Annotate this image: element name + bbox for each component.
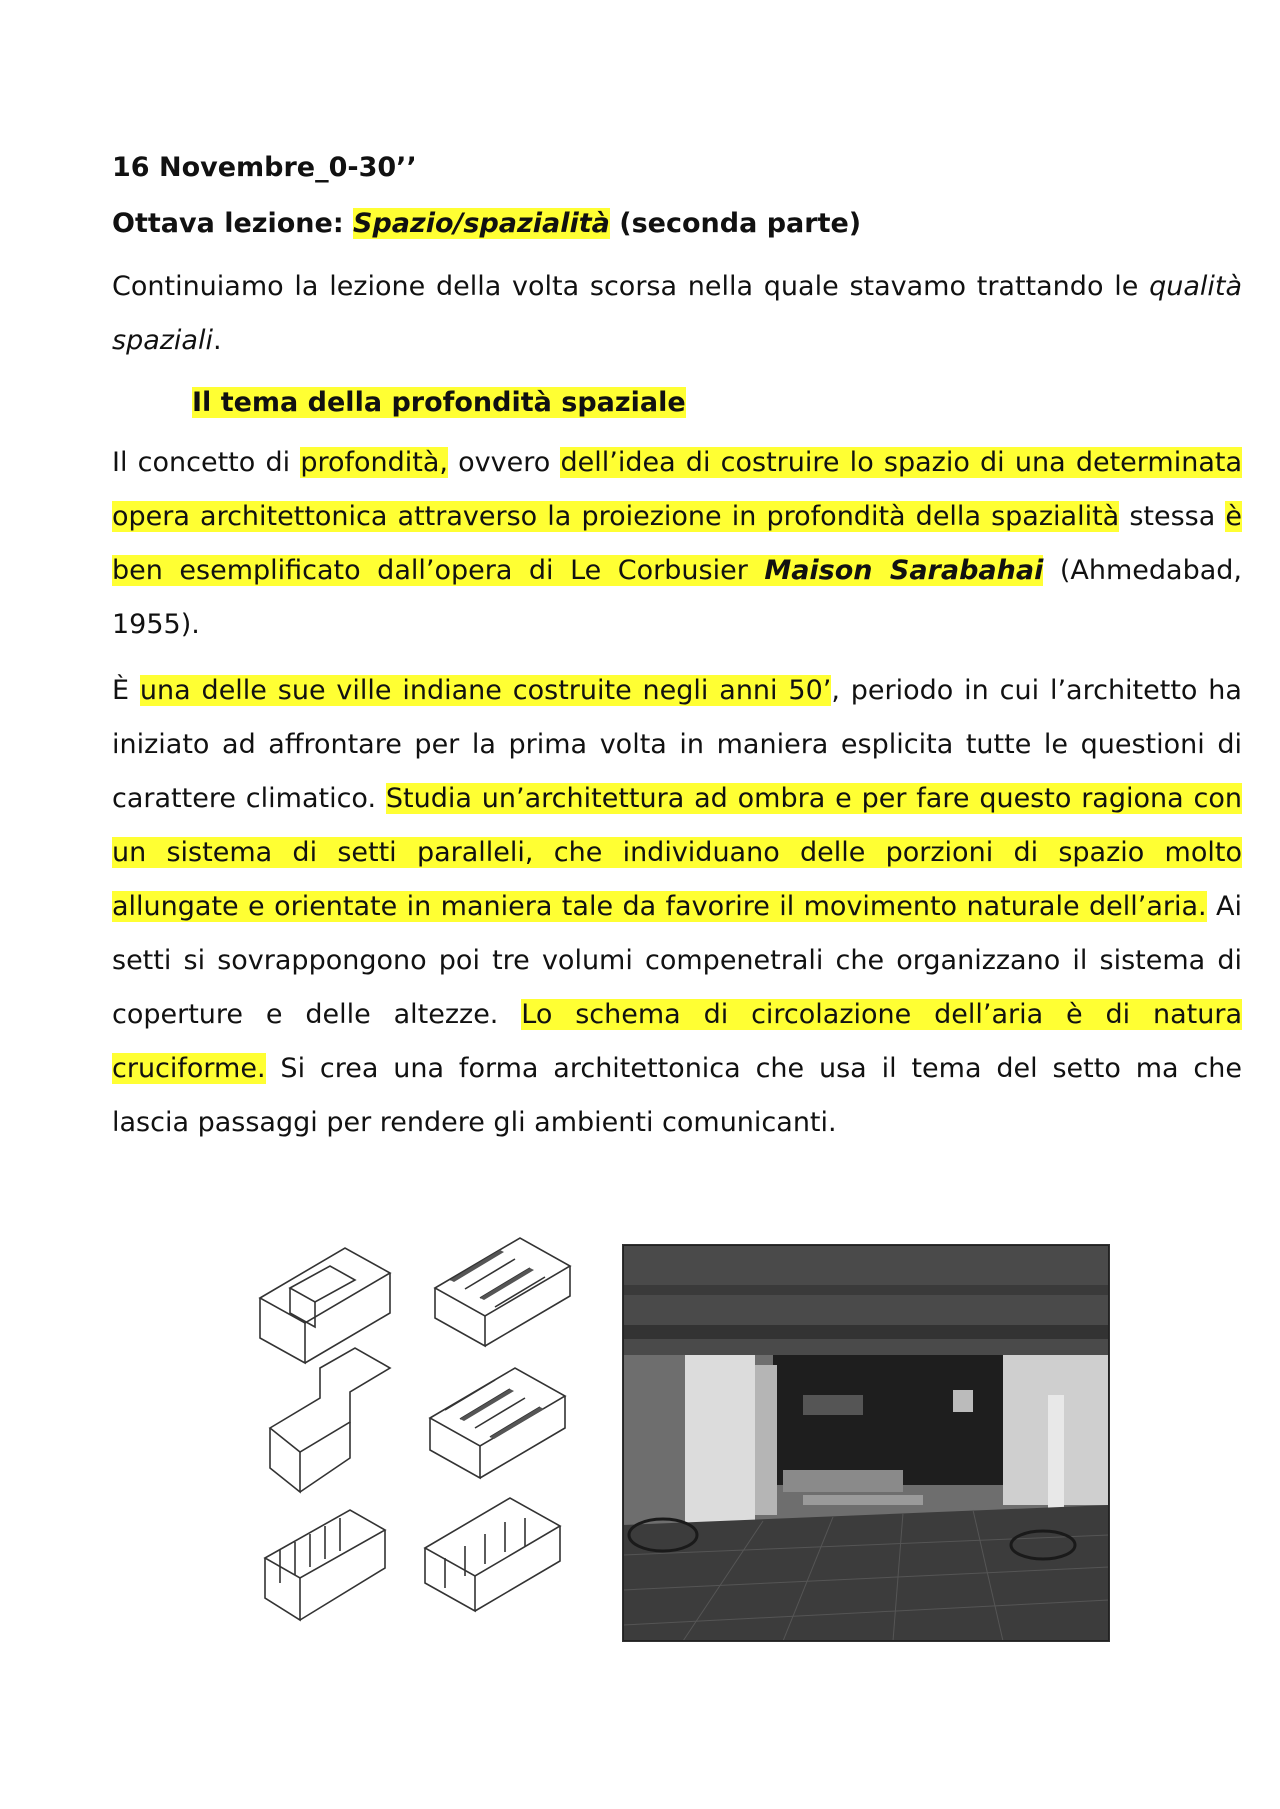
interior-photo — [622, 1244, 1110, 1642]
section-heading-text: Il tema della profondità spaziale — [192, 387, 686, 418]
text-run: , periodo in cui l’architetto ha iniziato ad affrontare per la prima volta in maniera esplicita tutte le questioni di carattere climatico. — [112, 675, 1242, 814]
document-content — [112, 148, 1242, 1162]
text-run: È — [112, 675, 140, 706]
highlight-run: dell’idea di costruire lo spazio di una determinata opera architettonica attraverso la proiezione in profondità della spazialità — [112, 447, 1242, 532]
intro-paragraph — [112, 260, 1242, 368]
lesson-title — [112, 204, 1242, 244]
text-run: stessa — [1119, 501, 1226, 532]
lesson-topic: Spazio/spazialità — [353, 208, 610, 239]
highlight-run: Lo schema di circolazione dell’aria è di natura cruciforme. — [112, 999, 1243, 1084]
highlight-run: profondità, — [300, 447, 448, 478]
work-title: Maison Sarabahai — [764, 555, 1044, 586]
lesson-suffix: (seconda parte) — [609, 208, 862, 239]
paragraph-indian-villas — [112, 664, 1242, 1150]
lecture-date: 16 Novembre_0-30’’ — [112, 152, 417, 183]
text-run: Si crea una forma architettonica che usa il tema del setto ma che lascia passaggi per rendere gli ambienti comunicanti. — [112, 1053, 1242, 1138]
text-run: Il concetto di — [112, 447, 301, 478]
figures-row — [0, 1228, 1280, 1658]
highlight-run: una delle sue ville indiane costruite negli anni 50’ — [139, 675, 832, 706]
highlight-run: Studia un’architettura ad ombra e per fare questo ragiona con un sistema di setti paralleli, che individuano delle porzioni di spazio molto allungate e orientate in maniera tale da favorire il movimento naturale dell’aria. — [112, 783, 1243, 922]
text-run: Ai setti si sovrappongono poi tre volumi compenetrali che organizzano il sistema di coperture e delle altezze. — [112, 891, 1242, 1030]
intro-text: Continuiamo la lezione della volta scorsa nella quale stavamo trattando le — [112, 271, 1150, 302]
lesson-prefix: Ottava lezione: — [112, 208, 354, 239]
axonometric-diagram — [250, 1228, 580, 1658]
section-heading — [192, 380, 1242, 426]
intro-end: . — [212, 325, 222, 356]
highlight-run: è ben esemplificato dall’opera di Le Corbusier — [112, 501, 1242, 586]
text-run: (Ahmedabad, 1955). — [112, 555, 1243, 640]
paragraph-depth-concept — [112, 436, 1242, 652]
intro-emphasis: qualità spaziali — [112, 271, 1242, 356]
text-run: ovvero — [447, 447, 561, 478]
